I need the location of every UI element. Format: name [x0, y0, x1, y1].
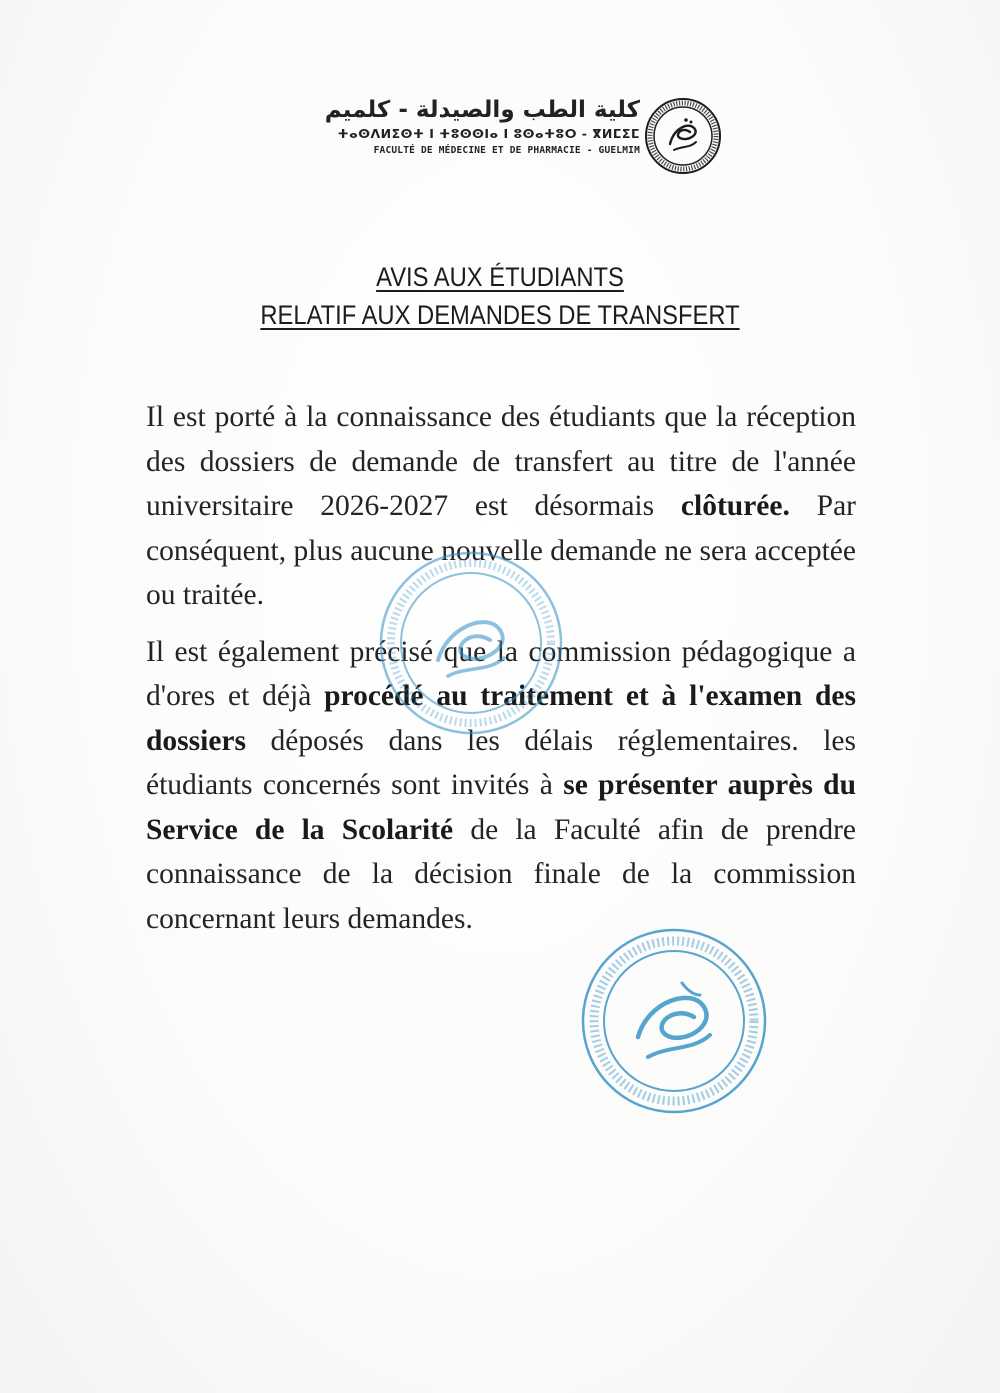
bold-text: procédé au traitement et à l'examen des dossiers	[146, 680, 856, 757]
faculty-name-french: FACULTÉ DE MÉDECINE ET DE PHARMACIE - GUELMIM	[373, 145, 640, 156]
faculty-name-arabic: كلية الطب والصيدلة - كلميم	[324, 97, 640, 123]
paragraph-commission	[146, 630, 856, 942]
faculty-name-block	[325, 96, 640, 158]
faculty-name-tifinagh: ⵜⴰⵙⴷⵍⵉⵙⵜ ⵏ ⵜⵓⵙⵙⵏⴰ ⵏ ⵓⵙⴰⵜⵓⵔ - ⴳⵍⵎⵉⵎ	[337, 126, 640, 141]
paragraph-text: de la Faculté afin de prendre connaissance de la décision finale de la commission concernant leurs demandes.	[146, 813, 856, 935]
notice-body	[146, 395, 856, 953]
paragraph-text: Il est également précisé que la commission pédagogique a d'ores et déjà	[146, 635, 856, 712]
paragraph-text: Il est porté à la connaissance des étudiants que la réception des dossiers de demande de transfert au titre de l'année universitaire 2026-2027 est désormais	[146, 401, 856, 522]
bold-text: clôturée.	[680, 490, 790, 522]
faculty-header	[282, 92, 722, 192]
paragraph-text: déposés dans les délais réglementaires. les étudiants concernés sont invités à	[146, 724, 856, 801]
paragraph-closure	[146, 395, 856, 618]
notice-title-line2: RELATIF AUX DEMANDES DE TRANSFERT	[260, 300, 740, 330]
notice-title	[60, 258, 940, 334]
paragraph-text: Par conséquent, plus aucune nouvelle demande ne sera acceptée ou traitée.	[146, 490, 856, 611]
bold-text: se présenter auprès du Service de la Scolarité	[146, 769, 856, 846]
faculty-emblem-icon	[644, 92, 722, 184]
notice-title-line1: AVIS AUX ÉTUDIANTS	[376, 262, 624, 292]
